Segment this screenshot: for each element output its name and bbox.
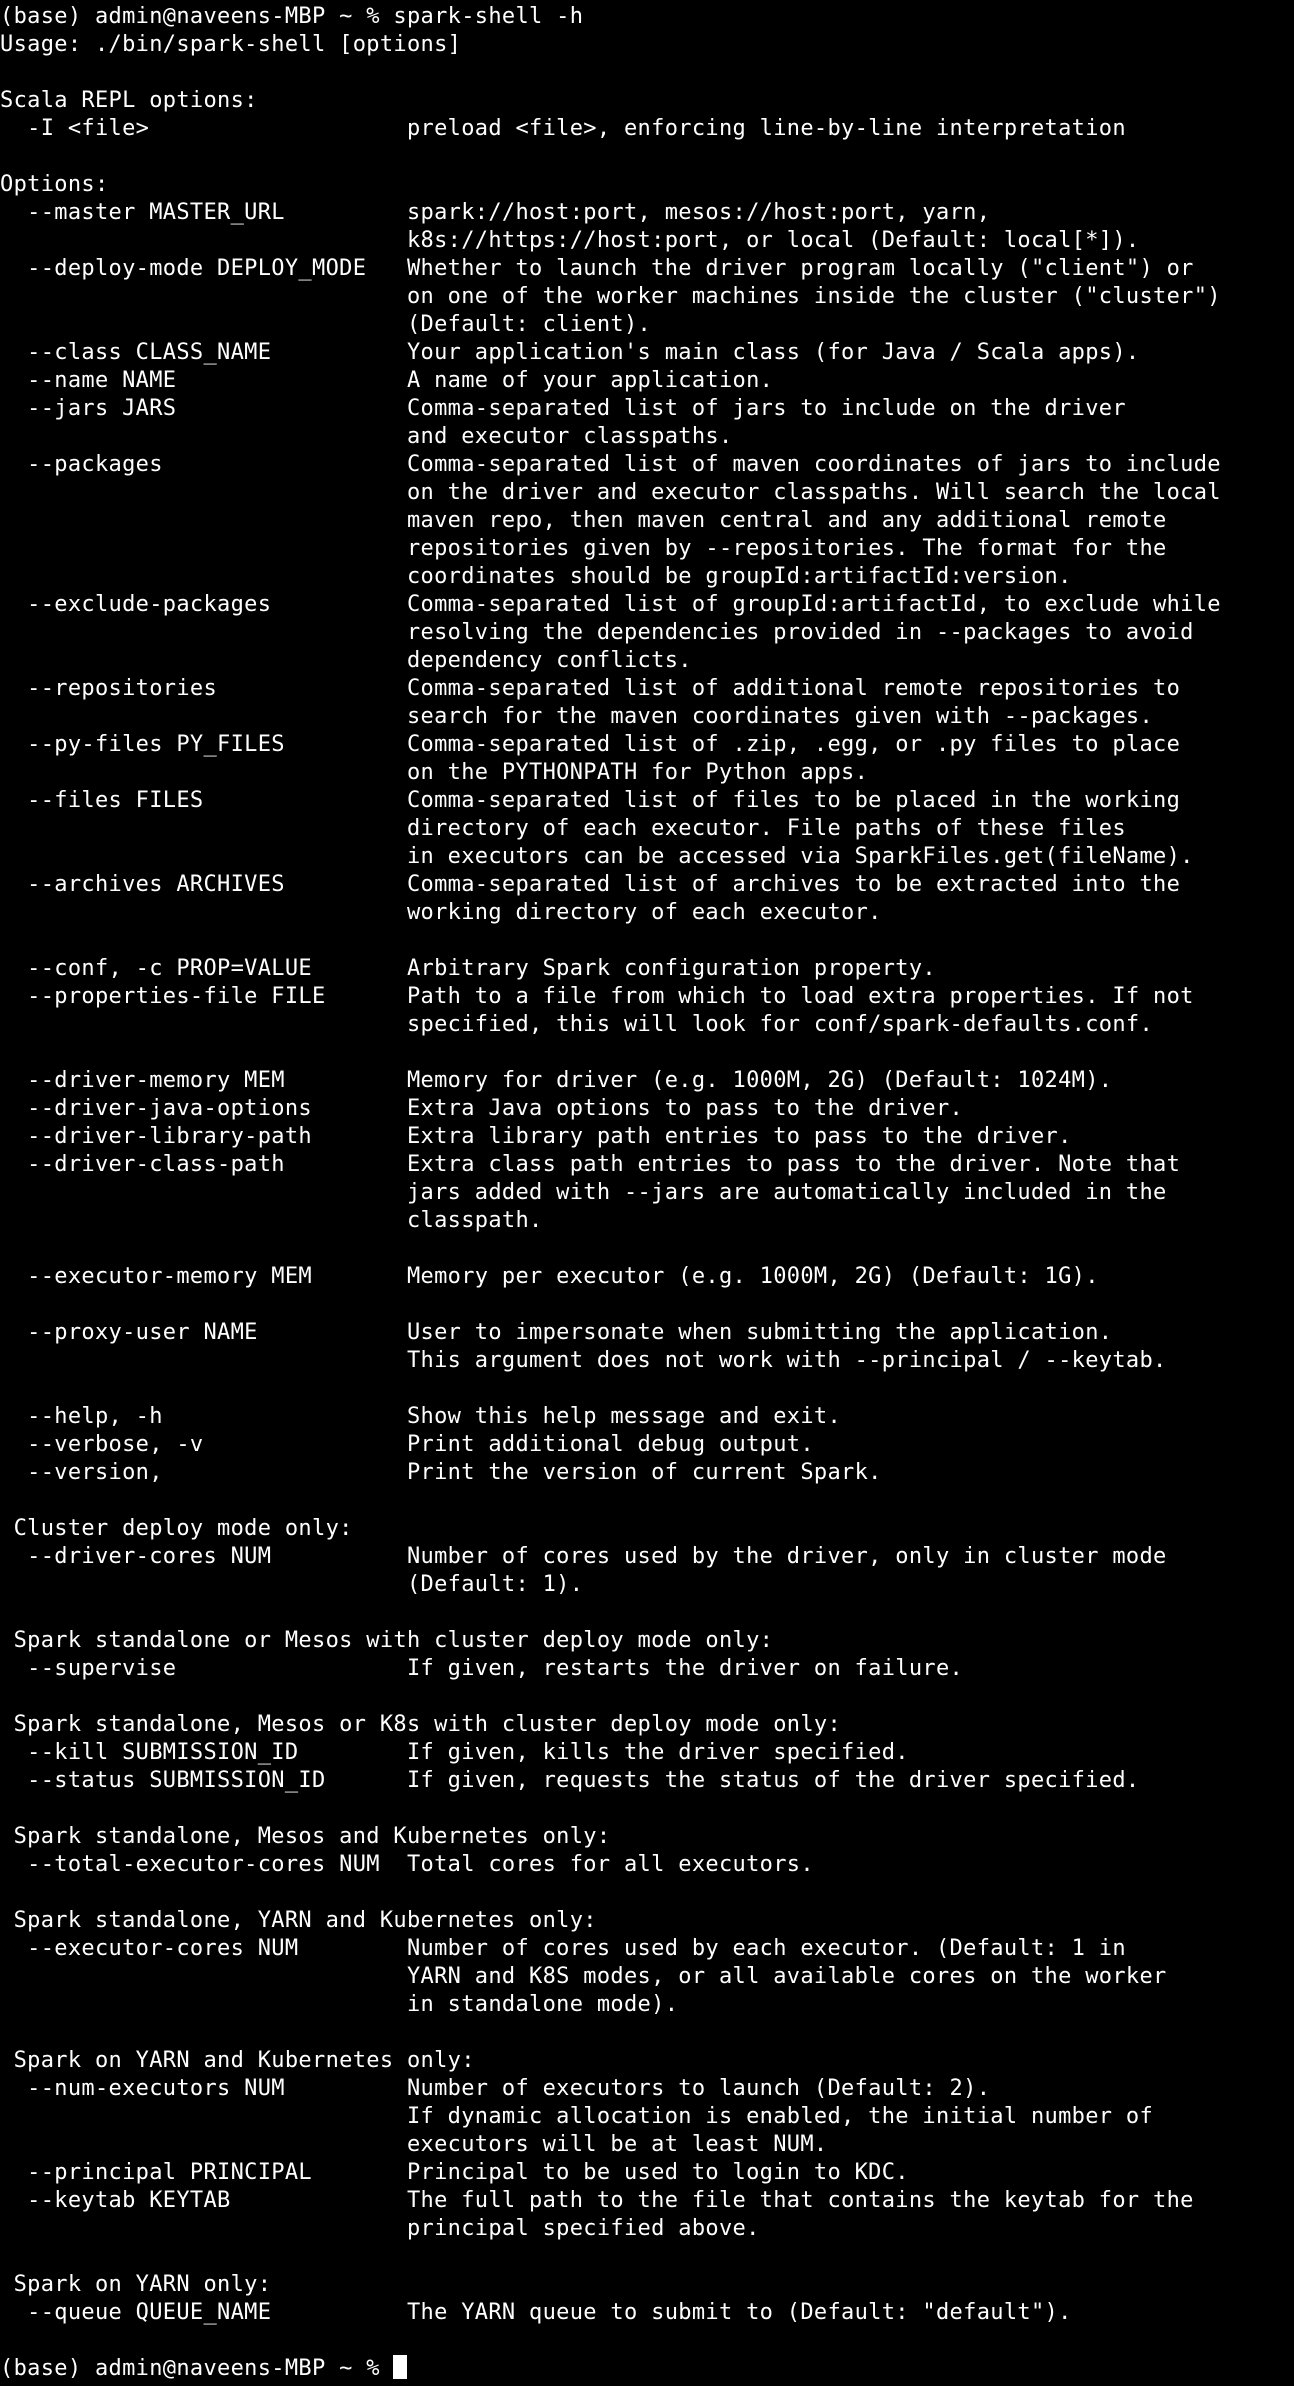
terminal-line: on one of the worker machines inside the cluster ("cluster") <box>0 284 1221 309</box>
terminal-line <box>0 1879 1294 1907</box>
terminal-line: and executor classpaths. <box>0 424 733 449</box>
terminal-line <box>0 2243 1294 2271</box>
terminal-line: Spark standalone or Mesos with cluster deploy mode only: <box>0 1628 774 1653</box>
terminal-line: Cluster deploy mode only: <box>0 1516 353 1541</box>
terminal-line: principal specified above. <box>0 2216 760 2241</box>
terminal-line: (Default: client). <box>0 312 652 337</box>
terminal-line: --class CLASS_NAME Your application's main class (for Java / Scala apps). <box>0 340 1140 365</box>
terminal-line: --deploy-mode DEPLOY_MODE Whether to launch the driver program locally ("client") or <box>0 256 1194 281</box>
terminal-prompt-line[interactable] <box>0 2355 1294 2383</box>
terminal-line: classpath. <box>0 1208 543 1233</box>
terminal-line: directory of each executor. File paths of these files <box>0 816 1126 841</box>
terminal-line <box>0 1487 1294 1515</box>
terminal-line: in executors can be accessed via SparkFiles.get(fileName). <box>0 844 1194 869</box>
terminal-line: --principal PRINCIPAL Principal to be used to login to KDC. <box>0 2160 909 2185</box>
terminal-line <box>0 1599 1294 1627</box>
terminal-line: on the PYTHONPATH for Python apps. <box>0 760 869 785</box>
terminal-line: Usage: ./bin/spark-shell [options] <box>0 32 462 57</box>
terminal-line: coordinates should be groupId:artifactId:version. <box>0 564 1072 589</box>
terminal-line: Scala REPL options: <box>0 88 258 113</box>
text-cursor <box>393 2355 407 2379</box>
terminal-line: --py-files PY_FILES Comma-separated list of .zip, .egg, or .py files to place <box>0 732 1181 757</box>
terminal-line: --status SUBMISSION_ID If given, requests the status of the driver specified. <box>0 1768 1140 1793</box>
terminal-line <box>0 1291 1294 1319</box>
terminal-line: (base) admin@naveens-MBP ~ % spark-shell -h <box>0 4 584 29</box>
terminal-lines <box>0 3 1294 2355</box>
terminal-line <box>0 1795 1294 1823</box>
terminal-line: dependency conflicts. <box>0 648 692 673</box>
terminal-line: --driver-java-options Extra Java options to pass to the driver. <box>0 1096 964 1121</box>
terminal-line: --files FILES Comma-separated list of files to be placed in the working <box>0 788 1181 813</box>
terminal-line: --driver-class-path Extra class path entries to pass to the driver. Note that <box>0 1152 1181 1177</box>
terminal-line <box>0 927 1294 955</box>
terminal-line: resolving the dependencies provided in --packages to avoid <box>0 620 1194 645</box>
terminal-line: --verbose, -v Print additional debug output. <box>0 1432 814 1457</box>
terminal-line: --jars JARS Comma-separated list of jars to include on the driver <box>0 396 1126 421</box>
terminal-line: --packages Comma-separated list of maven coordinates of jars to include <box>0 452 1221 477</box>
terminal-line: in standalone mode). <box>0 1992 679 2017</box>
terminal-line <box>0 1683 1294 1711</box>
terminal-line: --kill SUBMISSION_ID If given, kills the driver specified. <box>0 1740 909 1765</box>
terminal-line: repositories given by --repositories. The format for the <box>0 536 1167 561</box>
terminal-line: on the driver and executor classpaths. Will search the local <box>0 480 1221 505</box>
terminal-line: --help, -h Show this help message and exit. <box>0 1404 842 1429</box>
terminal-line: maven repo, then maven central and any additional remote <box>0 508 1167 533</box>
terminal-line: executors will be at least NUM. <box>0 2132 828 2157</box>
terminal-line: --proxy-user NAME User to impersonate when submitting the application. <box>0 1320 1113 1345</box>
terminal-line: --driver-library-path Extra library path entries to pass to the driver. <box>0 1124 1072 1149</box>
terminal-line <box>0 2327 1294 2355</box>
terminal-line <box>0 59 1294 87</box>
terminal-line: --total-executor-cores NUM Total cores for all executors. <box>0 1852 814 1877</box>
terminal-line: If dynamic allocation is enabled, the initial number of <box>0 2104 1154 2129</box>
terminal-line <box>0 1039 1294 1067</box>
terminal-line: --executor-memory MEM Memory per executor (e.g. 1000M, 2G) (Default: 1G). <box>0 1264 1099 1289</box>
terminal-line: Spark standalone, YARN and Kubernetes only: <box>0 1908 597 1933</box>
terminal-line: specified, this will look for conf/spark-defaults.conf. <box>0 1012 1154 1037</box>
terminal-line: (Default: 1). <box>0 1572 584 1597</box>
terminal-line: --exclude-packages Comma-separated list of groupId:artifactId, to exclude while <box>0 592 1221 617</box>
terminal-line: --executor-cores NUM Number of cores used by each executor. (Default: 1 in <box>0 1936 1126 1961</box>
terminal-line: --num-executors NUM Number of executors to launch (Default: 2). <box>0 2076 991 2101</box>
terminal-line: YARN and K8S modes, or all available cores on the worker <box>0 1964 1167 1989</box>
terminal-line: --name NAME A name of your application. <box>0 368 774 393</box>
terminal-line: Spark on YARN only: <box>0 2272 272 2297</box>
terminal-line: --properties-file FILE Path to a file from which to load extra properties. If not <box>0 984 1194 1009</box>
terminal-line: working directory of each executor. <box>0 900 882 925</box>
terminal-line: --supervise If given, restarts the driver on failure. <box>0 1656 964 1681</box>
terminal-line: jars added with --jars are automatically included in the <box>0 1180 1167 1205</box>
terminal-line: --archives ARCHIVES Comma-separated list of archives to be extracted into the <box>0 872 1181 897</box>
terminal-line: k8s://https://host:port, or local (Default: local[*]). <box>0 228 1140 253</box>
terminal-line: Spark standalone, Mesos or K8s with cluster deploy mode only: <box>0 1712 842 1737</box>
terminal-line <box>0 143 1294 171</box>
terminal-line: Spark standalone, Mesos and Kubernetes only: <box>0 1824 611 1849</box>
terminal-line: This argument does not work with --principal / --keytab. <box>0 1348 1167 1373</box>
terminal-line <box>0 2019 1294 2047</box>
terminal-line: --repositories Comma-separated list of additional remote repositories to <box>0 676 1181 701</box>
terminal-line: --driver-memory MEM Memory for driver (e.g. 1000M, 2G) (Default: 1024M). <box>0 1068 1113 1093</box>
terminal-line: --queue QUEUE_NAME The YARN queue to submit to (Default: "default"). <box>0 2300 1072 2325</box>
terminal-line: Options: <box>0 172 109 197</box>
terminal-line: --driver-cores NUM Number of cores used by the driver, only in cluster mode <box>0 1544 1167 1569</box>
shell-prompt: (base) admin@naveens-MBP ~ % <box>0 2356 394 2381</box>
terminal-line: search for the maven coordinates given with --packages. <box>0 704 1154 729</box>
terminal-line: --master MASTER_URL spark://host:port, mesos://host:port, yarn, <box>0 200 991 225</box>
terminal-line: --conf, -c PROP=VALUE Arbitrary Spark configuration property. <box>0 956 936 981</box>
terminal-line: -I <file> preload <file>, enforcing line-by-line interpretation <box>0 116 1126 141</box>
terminal-line <box>0 1375 1294 1403</box>
terminal-line: --version, Print the version of current Spark. <box>0 1460 882 1485</box>
terminal-line <box>0 1235 1294 1263</box>
terminal-line: --keytab KEYTAB The full path to the file that contains the keytab for the <box>0 2188 1194 2213</box>
terminal-line: Spark on YARN and Kubernetes only: <box>0 2048 475 2073</box>
